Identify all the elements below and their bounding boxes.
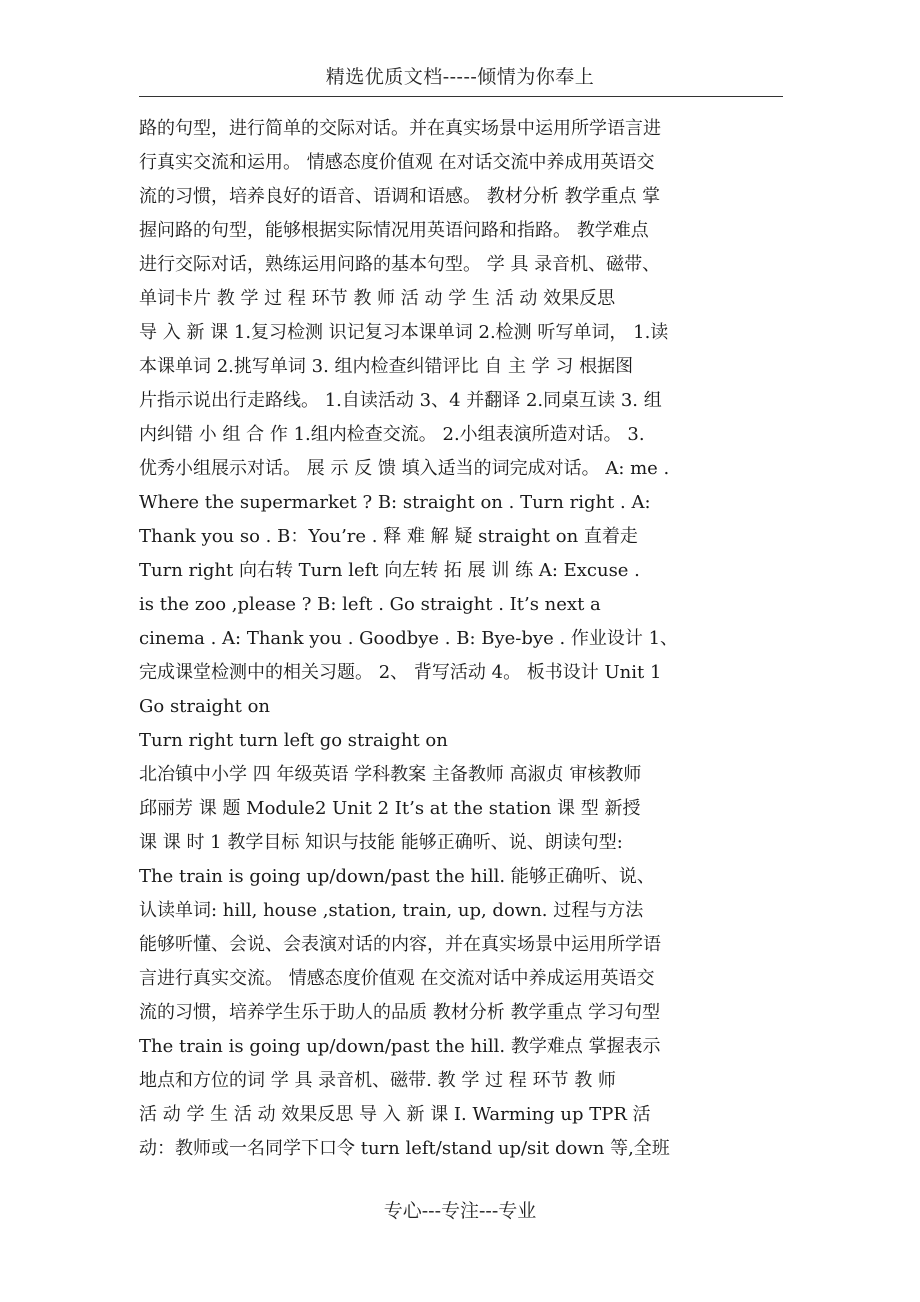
text-line: 流的习惯，培养学生乐于助人的品质 教材分析 教学重点 学习句型 (139, 1002, 661, 1023)
text-line: 活 动 学 生 活 动 效果反思 导 入 新 课 I. Warming up TPR 活 (139, 1104, 651, 1125)
text-line: The train is going up/down/past the hill. 能够正确听、说、 (139, 866, 655, 887)
text-line: 片指示说出行走路线。 1.自读活动 3、4 并翻译 2.同桌互读 3. 组 (139, 390, 662, 411)
text-line: Turn right turn left go straight on (139, 730, 448, 751)
text-line: Go straight on (139, 696, 271, 717)
text-line: 握问路的句型，能够根据实际情况用英语问路和指路。 教学难点 (139, 220, 649, 241)
text-line: 言进行真实交流。 情感态度价值观 在交流对话中养成运用英语交 (139, 968, 655, 989)
text-line: 动：教师或一名同学下口令 turn left/stand up/sit down 等,全班 (139, 1138, 670, 1159)
page-footer: 专心---专注---专业 (383, 1200, 537, 1222)
text-line: 导 入 新 课 1.复习检测 识记复习本课单词 2.检测 听写单词， 1.读 (139, 322, 669, 343)
text-line: 完成课堂检测中的相关习题。 2、 背写活动 4。 板书设计 Unit 1 (139, 662, 662, 683)
text-line: 进行交际对话，熟练运用问路的基本句型。 学 具 录音机、磁带、 (139, 254, 661, 275)
text-line: 地点和方位的词 学 具 录音机、磁带. 教 学 过 程 环节 教 师 (139, 1070, 616, 1091)
text-line: 内纠错 小 组 合 作 1.组内检查交流。 2.小组表演所造对话。 3. (139, 424, 645, 445)
text-line: 邱丽芳 课 题 Module2 Unit 2 It’s at the station 课 型 新授 (139, 798, 641, 819)
text-line: The train is going up/down/past the hill. 教学难点 掌握表示 (139, 1036, 661, 1057)
text-line: 本课单词 2.挑写单词 3. 组内检查纠错评比 自 主 学 习 根据图 (139, 356, 634, 377)
text-line: Thank you so . B：You’re . 释 难 解 疑 straight on 直着走 (139, 526, 638, 547)
text-line: 优秀小组展示对话。 展 示 反 馈 填入适当的词完成对话。 A: me . (139, 458, 670, 479)
text-line: 认读单词: hill, house ,station, train, up, down. 过程与方法 (139, 900, 644, 921)
text-line: 单词卡片 教 学 过 程 环节 教 师 活 动 学 生 活 动 效果反思 (139, 288, 616, 309)
text-line: 课 课 时 1 教学目标 知识与技能 能够正确听、说、朗读句型: (139, 832, 623, 853)
text-line: 能够听懂、会说、会表演对话的内容，并在真实场景中运用所学语 (139, 934, 661, 955)
header-divider (139, 96, 783, 97)
text-line: 流的习惯，培养良好的语音、语调和语感。 教材分析 教学重点 掌 (139, 186, 661, 207)
text-line: is the zoo ,please ? B: left . Go straight . It’s next a (139, 594, 601, 615)
text-line: Turn right 向右转 Turn left 向左转 拓 展 训 练 A: Excuse . (139, 560, 640, 581)
text-line: cinema . A: Thank you . Goodbye . B: Bye-bye . 作业设计 1、 (139, 628, 679, 649)
page-header: 精选优质文档-----倾情为你奉上 (325, 66, 595, 88)
text-line: 行真实交流和运用。 情感态度价值观 在对话交流中养成用英语交 (139, 152, 655, 173)
text-line: 路的句型，进行简单的交际对话。并在真实场景中运用所学语言进 (139, 118, 661, 139)
text-line: 北冶镇中小学 四 年级英语 学科教案 主备教师 高淑贞 审核教师 (139, 764, 642, 785)
document-body (139, 112, 819, 1166)
text-line: Where the supermarket ? B: straight on . Turn right . A: (139, 492, 651, 513)
